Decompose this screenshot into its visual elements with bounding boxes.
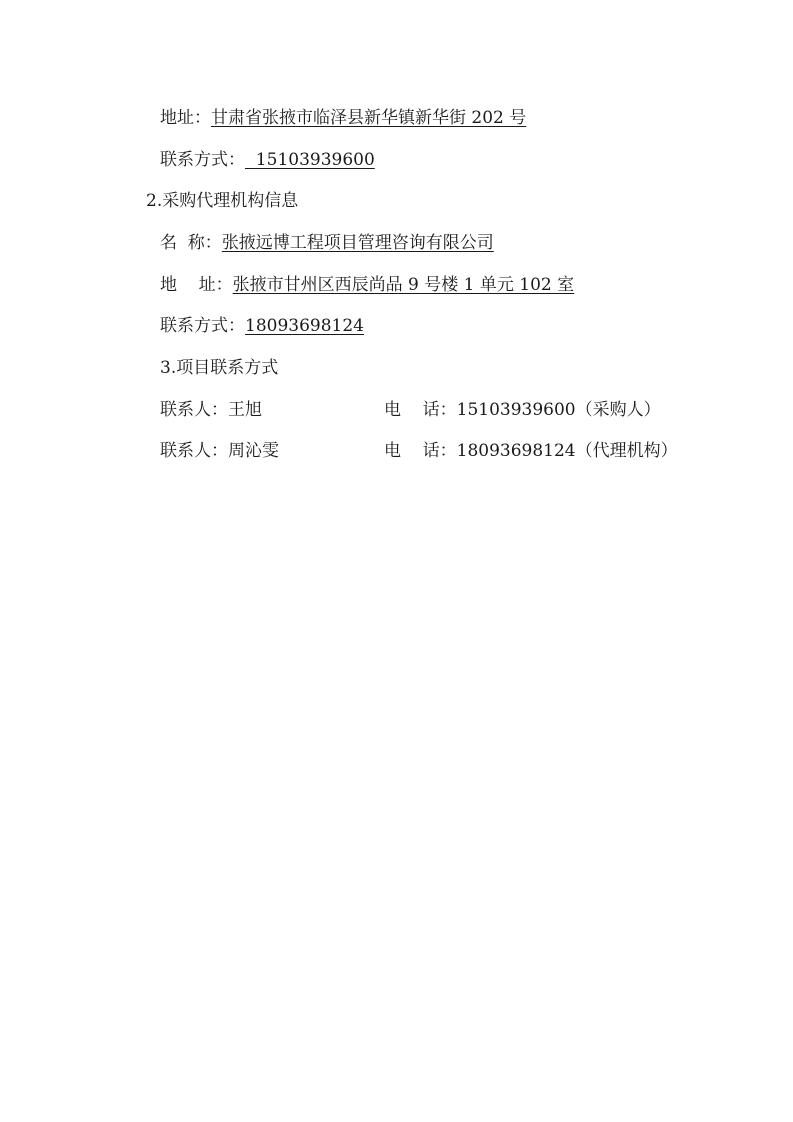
purchaser-address-line: [160, 107, 526, 129]
agency-contact-label: 联系方式：: [160, 316, 245, 336]
agency-address-label: 地 址：: [160, 275, 233, 295]
agency-contact-line: [160, 315, 364, 337]
agency-contact-value: 18093698124: [245, 316, 364, 336]
purchaser-contact-label: 联系方式：: [160, 150, 245, 170]
purchaser-contact-value: 15103939600: [245, 150, 375, 170]
agency-address-value: 张掖市甘州区西辰尚品 9 号楼 1 单元 102 室: [232, 275, 575, 295]
contact-person-label: 联系人：: [160, 441, 228, 461]
agency-section-heading: [146, 190, 298, 212]
contact-row: [160, 399, 262, 421]
project-contact-heading-text: 3.项目联系方式: [160, 358, 279, 378]
contact-phone: [384, 440, 678, 462]
agency-name-value: 张掖远博工程项目管理咨询有限公司: [221, 233, 494, 253]
contact-person-name: 周沁雯: [228, 441, 279, 461]
purchaser-address-label: 地址：: [160, 108, 211, 128]
contact-phone-value: 18093698124（代理机构）: [456, 441, 678, 461]
contact-phone: [384, 399, 661, 421]
agency-heading-text: 2.采购代理机构信息: [146, 191, 299, 211]
contact-person-label: 联系人：: [160, 400, 228, 420]
contact-phone-label: 电 话：: [384, 400, 457, 420]
contact-person-name: 王旭: [228, 400, 262, 420]
purchaser-contact-line: [160, 149, 375, 171]
project-contact-heading: [160, 357, 278, 379]
purchaser-address-value: 甘肃省张掖市临泽县新华镇新华街 202 号: [211, 108, 527, 128]
agency-name-line: [160, 232, 494, 254]
contact-phone-label: 电 话：: [384, 441, 457, 461]
contact-row: [160, 440, 279, 462]
contact-phone-value: 15103939600（采购人）: [456, 400, 661, 420]
agency-address-line: [160, 274, 574, 296]
agency-name-label: 名 称：: [160, 233, 222, 253]
